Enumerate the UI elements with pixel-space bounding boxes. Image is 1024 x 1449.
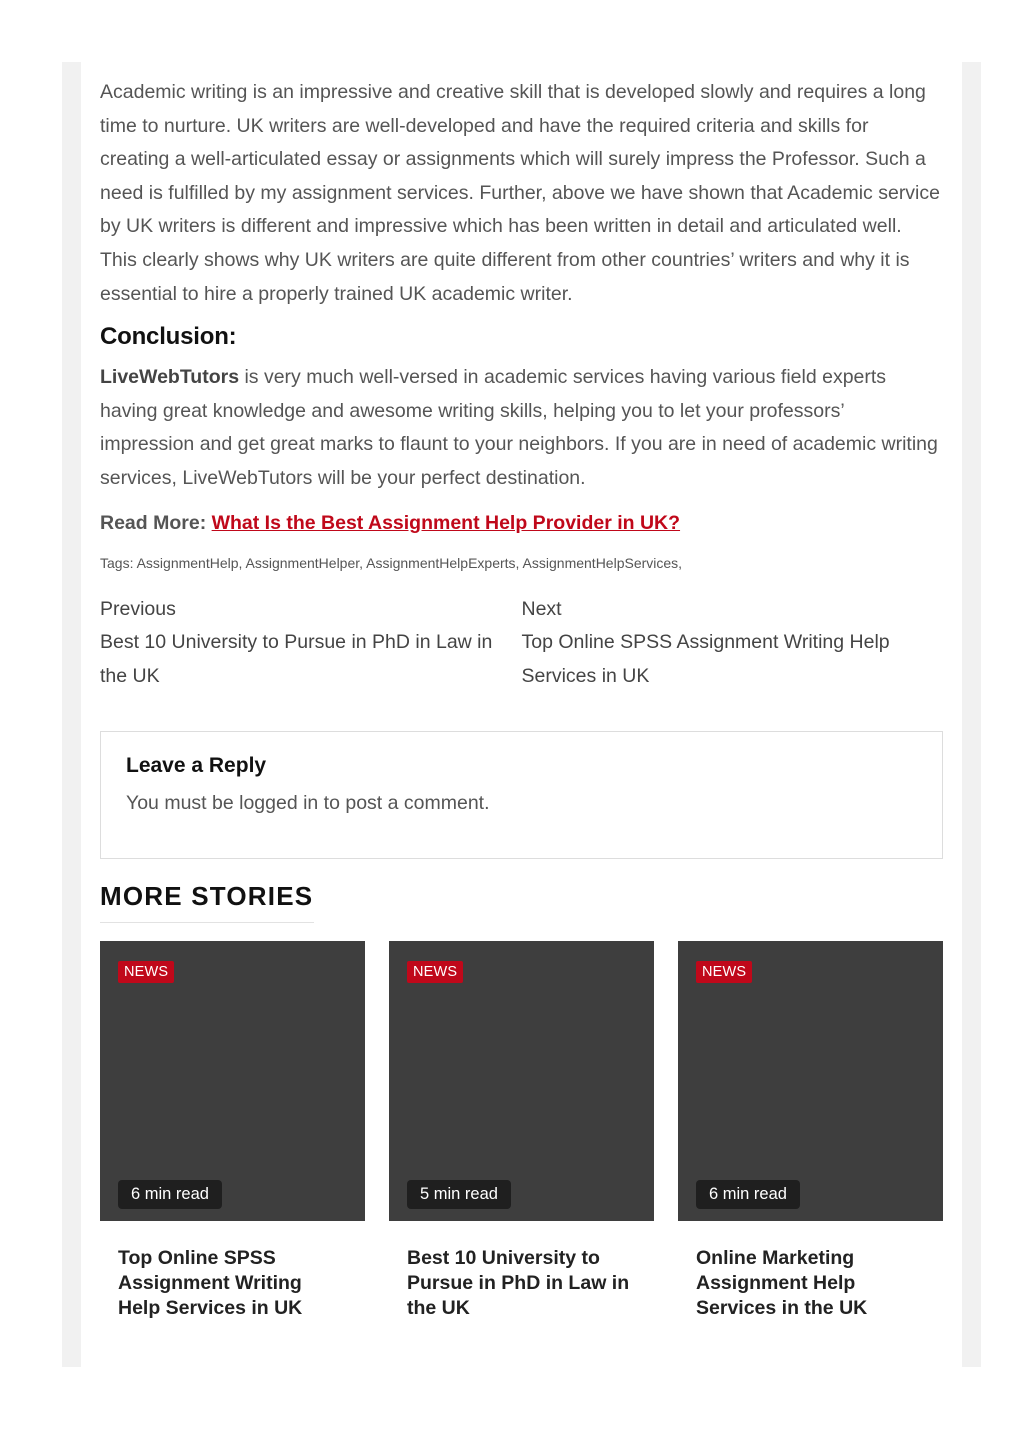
story-title[interactable]: Best 10 University to Pursue in PhD in Law in the UK: [407, 1247, 630, 1320]
story-thumbnail[interactable]: [100, 941, 365, 1221]
tags-list: Tags: AssignmentHelp, AssignmentHelper, AssignmentHelpExperts, AssignmentHelpServices,: [100, 554, 683, 571]
next-post-link[interactable]: [522, 593, 944, 694]
more-stories: [100, 881, 943, 1321]
conclusion-heading: Conclusion:: [100, 323, 237, 351]
story-card[interactable]: [389, 941, 654, 1321]
read-time-badge: 6 min read: [118, 1180, 222, 1209]
story-cards: [100, 941, 943, 1321]
previous-label: Previous: [100, 597, 176, 620]
next-label: Next: [521, 597, 562, 620]
conclusion-paragraph: [100, 361, 943, 495]
read-time-badge: 5 min read: [407, 1180, 511, 1209]
news-badge[interactable]: NEWS: [407, 961, 463, 983]
read-more-label: Read More:: [100, 511, 212, 534]
leave-reply-box: [100, 731, 943, 859]
intro-paragraph: Academic writing is an impressive and creative skill that is developed slowly and requires a long time to nurture. UK writers are well-developed and have the required criteria and skills for creating a well-articulated essay or assignments which will surely impress the Professor. Such a need is fulfilled by my assignment services. Further, above we have shown that Academic service by UK writers is different and impressive which has been written in detail and articulated well. This clearly shows why UK writers are quite different from other countries’ writers and why it is essential to hire a properly trained UK academic writer.: [100, 81, 940, 305]
read-more: [100, 512, 943, 535]
reply-message: You must be logged in to post a comment.: [126, 792, 490, 815]
story-title[interactable]: Online Marketing Assignment Help Services in the UK: [696, 1247, 868, 1320]
article-content: [81, 62, 962, 1367]
more-stories-heading: MORE STORIES: [100, 881, 314, 923]
story-card[interactable]: [100, 941, 365, 1321]
story-thumbnail[interactable]: [678, 941, 943, 1221]
reply-heading: Leave a Reply: [126, 754, 267, 778]
brand-name: LiveWebTutors: [100, 366, 240, 389]
post-navigation: [100, 593, 943, 694]
news-badge[interactable]: NEWS: [696, 961, 752, 983]
next-title[interactable]: Top Online SPSS Assignment Writing Help Services in UK: [521, 631, 890, 687]
story-thumbnail[interactable]: [389, 941, 654, 1221]
read-time-badge: 6 min read: [696, 1180, 800, 1209]
previous-title[interactable]: Best 10 University to Pursue in PhD in Law in the UK: [100, 631, 493, 687]
previous-post-link[interactable]: [100, 593, 522, 694]
conclusion-text: is very much well-versed in academic services having various field experts having great knowledge and awesome writing skills, helping you to let your professors’ impression and get great marks to flaunt to your neighbors. If you are in need of academic writing services, LiveWebTutors will be your perfect destination.: [100, 366, 938, 489]
story-card[interactable]: [678, 941, 943, 1321]
story-title[interactable]: Top Online SPSS Assignment Writing Help Services in UK: [118, 1247, 303, 1320]
news-badge[interactable]: NEWS: [118, 961, 174, 983]
read-more-link[interactable]: What Is the Best Assignment Help Provider in UK?: [211, 511, 681, 534]
